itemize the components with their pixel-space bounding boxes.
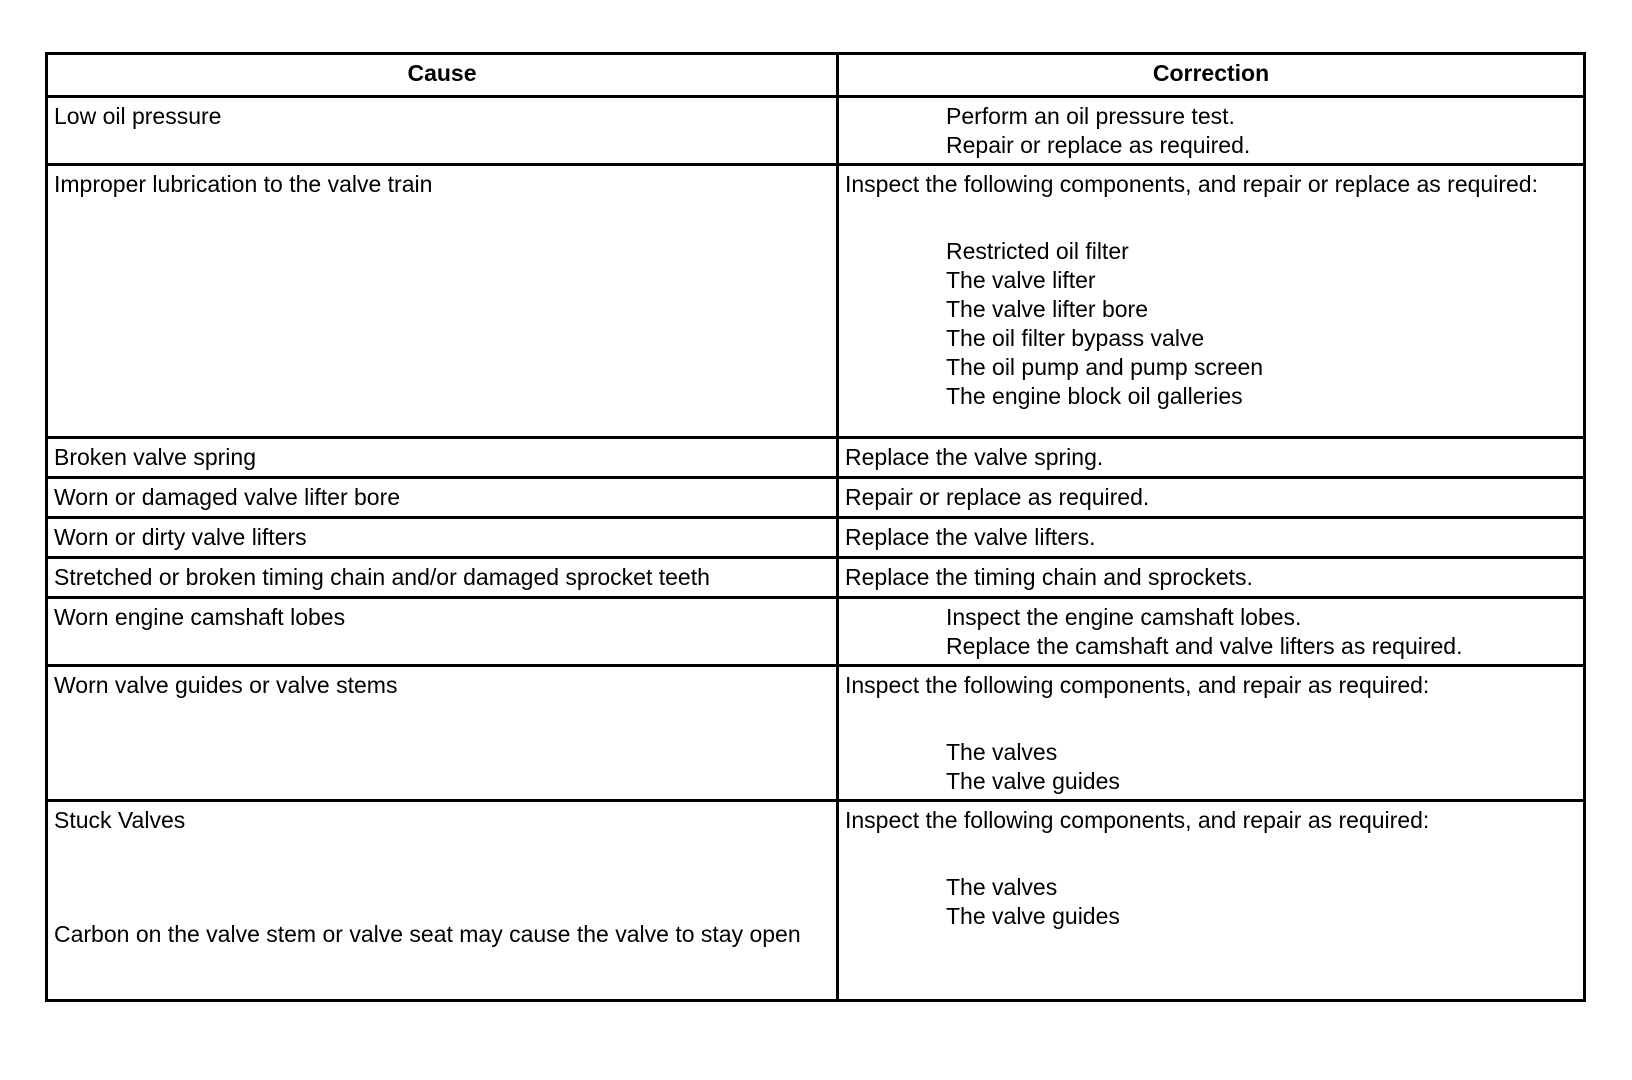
diagnosis-table [45, 52, 1586, 1002]
diagnosis-table-container [45, 52, 1583, 1002]
correction-cell: Replace the valve lifters. [838, 518, 1585, 558]
cause-cell: Worn or dirty valve lifters [47, 518, 838, 558]
correction-list [845, 102, 1577, 160]
cause-text: Stuck Valves [54, 807, 186, 833]
table-row [47, 666, 1585, 801]
correction-cell: Replace the timing chain and sprockets. [838, 558, 1585, 598]
list-item: Repair or replace as required. [946, 132, 1251, 158]
cause-cell: Broken valve spring [47, 438, 838, 478]
list-item: Replace the camshaft and valve lifters as required. [946, 633, 1463, 659]
correction-cell: Repair or replace as required. [838, 478, 1585, 518]
cause-cell: Worn or damaged valve lifter bore [47, 478, 838, 518]
table-header-row [47, 54, 1585, 97]
list-item: The valves [946, 739, 1058, 765]
header-correction: Correction [838, 54, 1585, 97]
table-row [47, 558, 1585, 598]
table-row [47, 518, 1585, 558]
header-cause: Cause [47, 54, 838, 97]
correction-intro: Inspect the following components, and repair as required: [845, 672, 1430, 698]
cause-note: Carbon on the valve stem or valve seat may cause the valve to stay open [54, 921, 801, 947]
correction-list [845, 873, 1577, 931]
cause-cell: Worn engine camshaft lobes [47, 598, 838, 666]
correction-intro: Inspect the following components, and repair as required: [845, 807, 1430, 833]
list-item: The valve guides [946, 903, 1120, 929]
correction-cell [838, 165, 1585, 438]
cause-cell: Worn valve guides or valve stems [47, 666, 838, 801]
correction-cell: Replace the valve spring. [838, 438, 1585, 478]
table-row [47, 478, 1585, 518]
correction-list [845, 603, 1577, 661]
list-item: Perform an oil pressure test. [946, 103, 1235, 129]
list-item: The valve lifter bore [946, 296, 1148, 322]
list-item: Inspect the engine camshaft lobes. [946, 604, 1302, 630]
cause-cell [47, 801, 838, 1001]
table-row [47, 801, 1585, 1001]
list-item: The valve guides [946, 768, 1120, 794]
cause-cell: Low oil pressure [47, 97, 838, 165]
correction-cell [838, 598, 1585, 666]
table-row [47, 598, 1585, 666]
list-item: The valves [946, 874, 1058, 900]
table-row [47, 438, 1585, 478]
correction-cell [838, 97, 1585, 165]
cause-cell: Improper lubrication to the valve train [47, 165, 838, 438]
correction-list [845, 738, 1577, 796]
cause-cell: Stretched or broken timing chain and/or damaged sprocket teeth [47, 558, 838, 598]
correction-intro: Inspect the following components, and repair or replace as required: [845, 171, 1538, 197]
table-row [47, 165, 1585, 438]
list-item: The engine block oil galleries [946, 383, 1243, 409]
list-item: Restricted oil filter [946, 238, 1129, 264]
list-item: The oil filter bypass valve [946, 325, 1205, 351]
correction-list [845, 237, 1577, 411]
correction-cell [838, 801, 1585, 1001]
list-item: The oil pump and pump screen [946, 354, 1264, 380]
table-row [47, 97, 1585, 165]
correction-cell [838, 666, 1585, 801]
list-item: The valve lifter [946, 267, 1096, 293]
